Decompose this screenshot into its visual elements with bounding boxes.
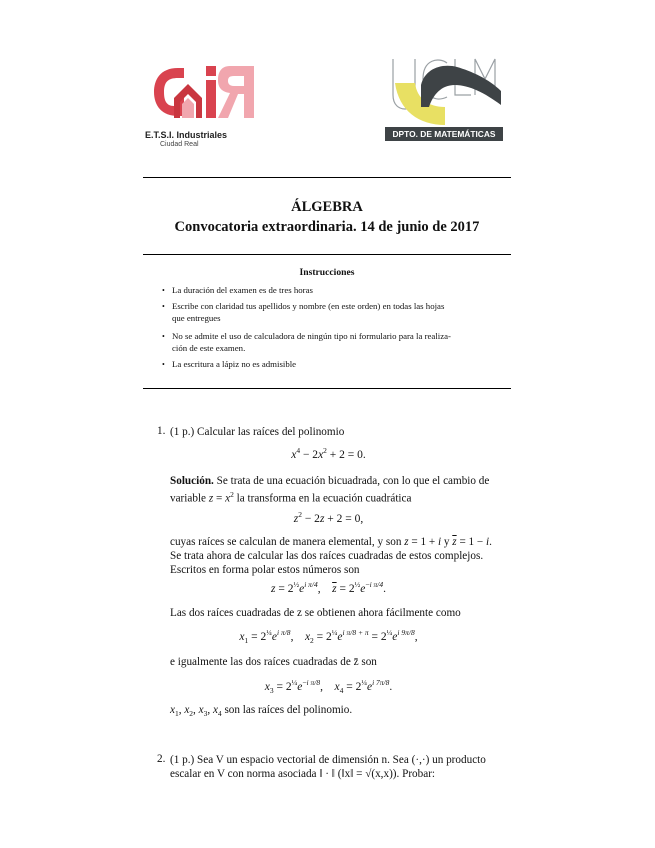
problem-2-number: 2. [157, 753, 166, 765]
instructions-heading: Instrucciones [299, 267, 355, 278]
instruction-item-2-cont: que entregues [172, 313, 221, 323]
school-logo-caption: E.T.S.I. Industriales [145, 130, 228, 140]
instruction-item-4: La escritura a lápiz no es admisible [172, 359, 297, 369]
problem-1-statement: (1 p.) Calcular las raíces del polinomio [170, 426, 345, 438]
school-logo-subcaption: Ciudad Real [160, 141, 199, 148]
instruction-item-2: Escribe con claridad tus apellidos y nombre (en este orden) en todas las hojas [172, 301, 445, 311]
department-logo [385, 55, 503, 143]
solution-para-5: $x_1$, $x_2$, $x_3$, $x_4$ son las raíces del polinomio. [170, 704, 353, 719]
equation-polynomial: $x^4 - 2x^2 + 2 = 0$. [291, 446, 366, 461]
problem-1-number: 1. [157, 425, 166, 437]
instruction-item-1: La duración del examen es de tres horas [172, 285, 313, 295]
uclm-logo-icon [385, 55, 503, 127]
solution-label: Solución. [170, 475, 214, 487]
gir-logo-icon [150, 60, 260, 130]
department-logo-caption: DPTO. DE MATEMÁTICAS [385, 127, 503, 141]
solution-text-7: son las raíces del polinomio. [221, 704, 353, 716]
bullet-2: • [162, 302, 165, 311]
equation-quadratic: $z^2 - 2z + 2 = 0$, [293, 510, 364, 525]
equation-polar: $z = 2^{\frac{1}{2}}e^{i \pi/4}$, $\overline{z} = 2^{\frac{1}{2}}e^{-i \pi/4}$. [270, 580, 387, 595]
problem-2-statement-line-1: (1 p.) Sea V un espacio vectorial de dimensión n. Sea (·,·) un producto [170, 754, 486, 766]
solution-para-3: Las dos raíces cuadradas de z se obtienen ahora fácilmente como [170, 607, 461, 619]
solution-text-2: la transforma en la ecuación cuadrática [236, 492, 412, 505]
solution-text-3: Se trata ahora de calcular las dos raíces cuadradas de estos complejos. [170, 550, 484, 562]
instruction-item-3: No se admite el uso de calculadora de ningún tipo ni formulario para la realiza- [172, 331, 451, 341]
equation-roots-z: $x_1 = 2^{\frac{1}{4}}e^{i \pi/8}$, $x_2 = 2^{\frac{1}{4}}e^{i \pi/8 + \pi} = 2^{\frac{1}{4}}e^{i 9\pi/8}$, [239, 628, 418, 646]
solution-text-4: Escritos en forma polar estos números son [170, 564, 360, 576]
school-logo [145, 60, 260, 150]
bottom-rule [143, 388, 511, 389]
solution-para-1: Solución. Se trata de una ecuación bicuadrada, con lo que el cambio de variable $z = x^2$ la transforma en la ecuación cuadrática [170, 475, 490, 505]
bullet-3: • [162, 332, 165, 341]
solution-para-2: cuyas raíces se calculan de manera elemental, y son z = 1 + i y $\overline{z} = 1 - i$. Se trata ahora de calcular las dos raíces cuadradas de estos complejos. Escritos en forma polar estos números son [170, 536, 492, 576]
solution-text-1: Se trata de una ecuación bicuadrada, con lo que el cambio de [213, 475, 490, 487]
equation-roots-zbar: $x_3 = 2^{\frac{1}{4}}e^{-i \pi/8}$, $x_4 = 2^{\frac{1}{4}}e^{i 7\pi/8}$. [264, 678, 393, 696]
bullet-4: • [162, 360, 165, 369]
bullet-1: • [162, 286, 165, 295]
exam-title: Convocatoria extraordinaria. 14 de junio de 2017 [174, 219, 480, 235]
solution-para-4: e igualmente las dos raíces cuadradas de z̄ son [170, 656, 377, 668]
problem-2-statement-line-2: escalar en V con norma asociada ‖ · ‖ (‖x‖ = √(x,x)). Probar: [170, 768, 436, 780]
subject-title: ÁLGEBRA [291, 199, 363, 215]
middle-rule [143, 254, 511, 255]
instruction-item-3-cont: ción de este examen. [172, 343, 246, 353]
top-rule [143, 177, 511, 178]
